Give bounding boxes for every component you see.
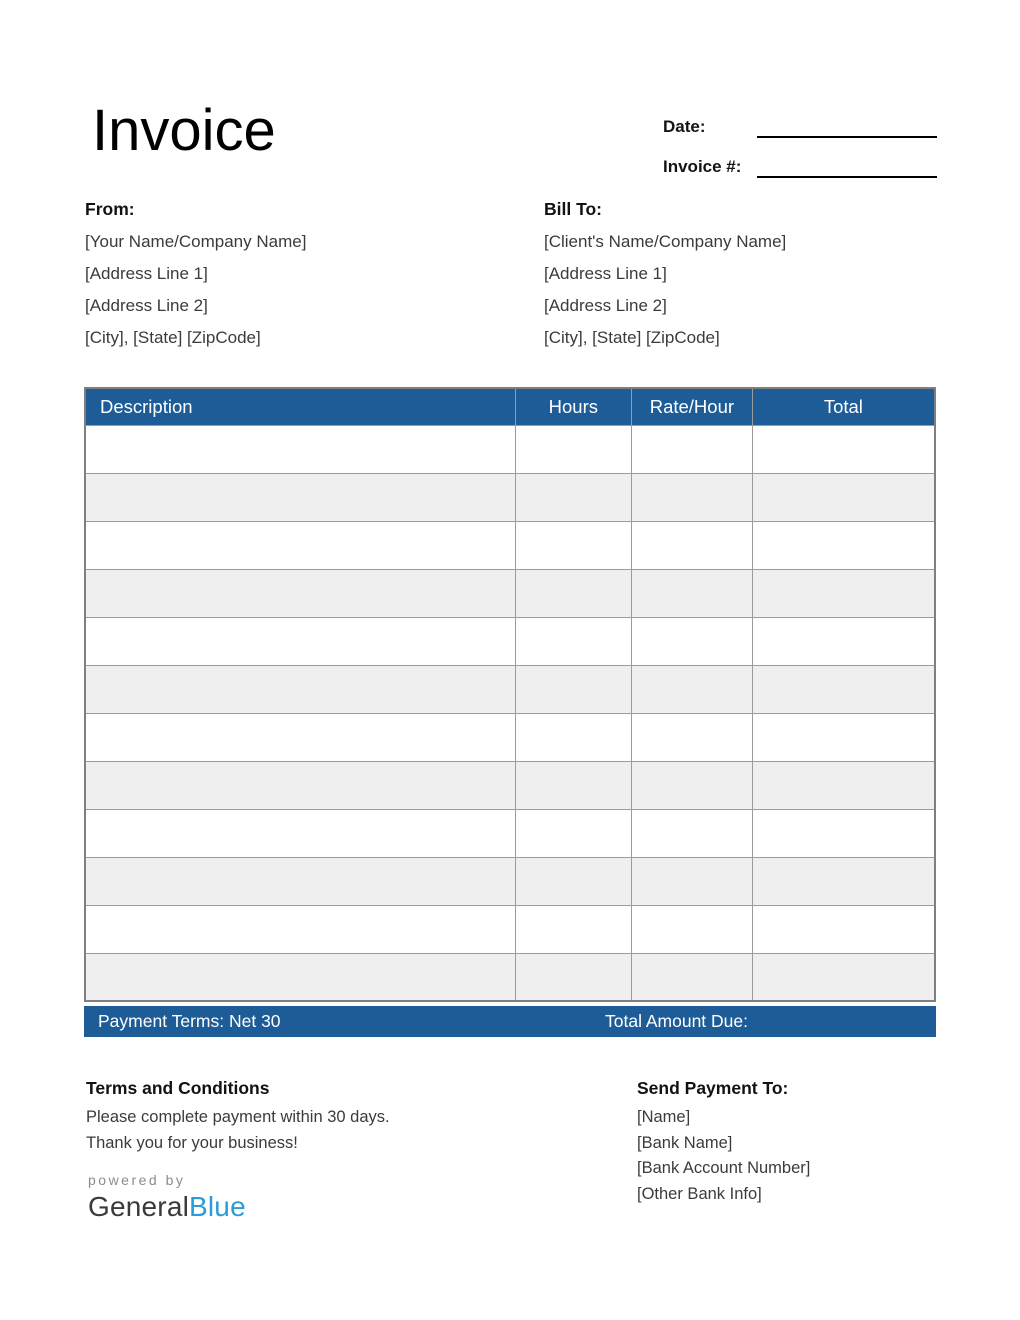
table-cell[interactable] (632, 569, 753, 617)
invoice-table-body (85, 425, 935, 1001)
table-cell[interactable] (515, 809, 631, 857)
table-cell[interactable] (515, 953, 631, 1001)
payment-terms-label: Payment Terms: Net 30 (98, 1011, 281, 1031)
table-cell[interactable] (752, 473, 935, 521)
page-title: Invoice (92, 98, 276, 163)
table-row (85, 569, 935, 617)
other-bank-info-line: [Other Bank Info] (637, 1184, 762, 1203)
send-payment-heading: Send Payment To: (637, 1078, 789, 1098)
bill-to-section (544, 199, 786, 360)
table-cell[interactable] (85, 569, 515, 617)
table-cell[interactable] (85, 809, 515, 857)
table-cell[interactable] (752, 953, 935, 1001)
table-cell[interactable] (85, 857, 515, 905)
terms-heading: Terms and Conditions (86, 1078, 270, 1098)
table-cell[interactable] (632, 521, 753, 569)
from-section (85, 199, 306, 360)
table-header-row (85, 388, 935, 425)
invoice-number-label: Invoice #: (663, 157, 742, 176)
table-row (85, 761, 935, 809)
branding (88, 1172, 246, 1223)
table-cell[interactable] (515, 569, 631, 617)
table-cell[interactable] (632, 761, 753, 809)
table-row (85, 521, 935, 569)
table-cell[interactable] (515, 857, 631, 905)
table-cell[interactable] (752, 425, 935, 473)
date-label: Date: (663, 117, 706, 136)
table-row (85, 905, 935, 953)
table-cell[interactable] (85, 665, 515, 713)
table-cell[interactable] (632, 953, 753, 1001)
table-cell[interactable] (85, 761, 515, 809)
table-cell[interactable] (85, 905, 515, 953)
table-row (85, 953, 935, 1001)
table-cell[interactable] (752, 857, 935, 905)
table-cell[interactable] (515, 761, 631, 809)
brand-logo (88, 1191, 246, 1223)
invoice-number-field[interactable] (757, 156, 937, 178)
table-row (85, 425, 935, 473)
table-row (85, 665, 935, 713)
table-cell[interactable] (752, 521, 935, 569)
table-cell[interactable] (752, 713, 935, 761)
table-cell[interactable] (632, 665, 753, 713)
payee-name-line: [Name] (637, 1108, 691, 1126)
table-cell[interactable] (515, 521, 631, 569)
table-cell[interactable] (632, 617, 753, 665)
table-cell[interactable] (752, 809, 935, 857)
send-payment-section (637, 1078, 810, 1210)
from-address-line-2: [Address Line 2] (85, 296, 208, 315)
from-label: From: (85, 199, 135, 219)
terms-and-conditions-section (86, 1078, 390, 1159)
table-row (85, 473, 935, 521)
table-cell[interactable] (632, 905, 753, 953)
table-cell[interactable] (515, 425, 631, 473)
table-cell[interactable] (632, 809, 753, 857)
terms-line-1: Please complete payment within 30 days. (86, 1108, 390, 1126)
bank-name-line: [Bank Name] (637, 1133, 733, 1152)
table-cell[interactable] (752, 665, 935, 713)
table-cell[interactable] (632, 857, 753, 905)
column-header-total: Total (752, 388, 935, 425)
date-row (663, 112, 937, 138)
table-cell[interactable] (752, 617, 935, 665)
table-cell[interactable] (85, 713, 515, 761)
table-cell[interactable] (515, 473, 631, 521)
line-items-table (84, 387, 936, 1002)
table-row (85, 713, 935, 761)
date-field[interactable] (757, 116, 937, 138)
table-cell[interactable] (752, 761, 935, 809)
table-cell[interactable] (632, 473, 753, 521)
table-row (85, 857, 935, 905)
table-cell[interactable] (752, 569, 935, 617)
from-address-line-1: [Address Line 1] (85, 264, 208, 283)
summary-bar (84, 1006, 936, 1037)
table-cell[interactable] (515, 665, 631, 713)
column-header-rate: Rate/Hour (632, 388, 753, 425)
table-cell[interactable] (632, 713, 753, 761)
table-cell[interactable] (85, 953, 515, 1001)
from-name-line: [Your Name/Company Name] (85, 232, 307, 251)
invoice-meta (663, 112, 937, 192)
brand-name-blue: Blue (189, 1191, 246, 1222)
table-row (85, 809, 935, 857)
column-header-description: Description (85, 388, 515, 425)
table-cell[interactable] (85, 425, 515, 473)
table-cell[interactable] (515, 713, 631, 761)
table-row (85, 617, 935, 665)
column-header-hours: Hours (515, 388, 631, 425)
line-items-section (84, 387, 936, 1037)
bank-account-line: [Bank Account Number] (637, 1159, 811, 1177)
table-cell[interactable] (632, 425, 753, 473)
powered-by-text: powered by (88, 1172, 186, 1188)
from-city-line: [City], [State] [ZipCode] (85, 328, 261, 347)
table-cell[interactable] (752, 905, 935, 953)
bill-to-city-line: [City], [State] [ZipCode] (544, 328, 720, 347)
bill-to-name-line: [Client's Name/Company Name] (544, 232, 787, 251)
bill-to-address-line-1: [Address Line 1] (544, 264, 667, 283)
total-amount-due-label: Total Amount Due: (605, 1011, 748, 1031)
bill-to-label: Bill To: (544, 199, 602, 219)
invoice-number-row (663, 152, 937, 178)
table-cell[interactable] (85, 617, 515, 665)
table-cell[interactable] (85, 521, 515, 569)
table-cell[interactable] (515, 905, 631, 953)
table-cell[interactable] (85, 473, 515, 521)
bill-to-address-line-2: [Address Line 2] (544, 296, 667, 315)
terms-line-2: Thank you for your business! (86, 1133, 298, 1152)
table-cell[interactable] (515, 617, 631, 665)
brand-name-dark: General (88, 1191, 190, 1222)
